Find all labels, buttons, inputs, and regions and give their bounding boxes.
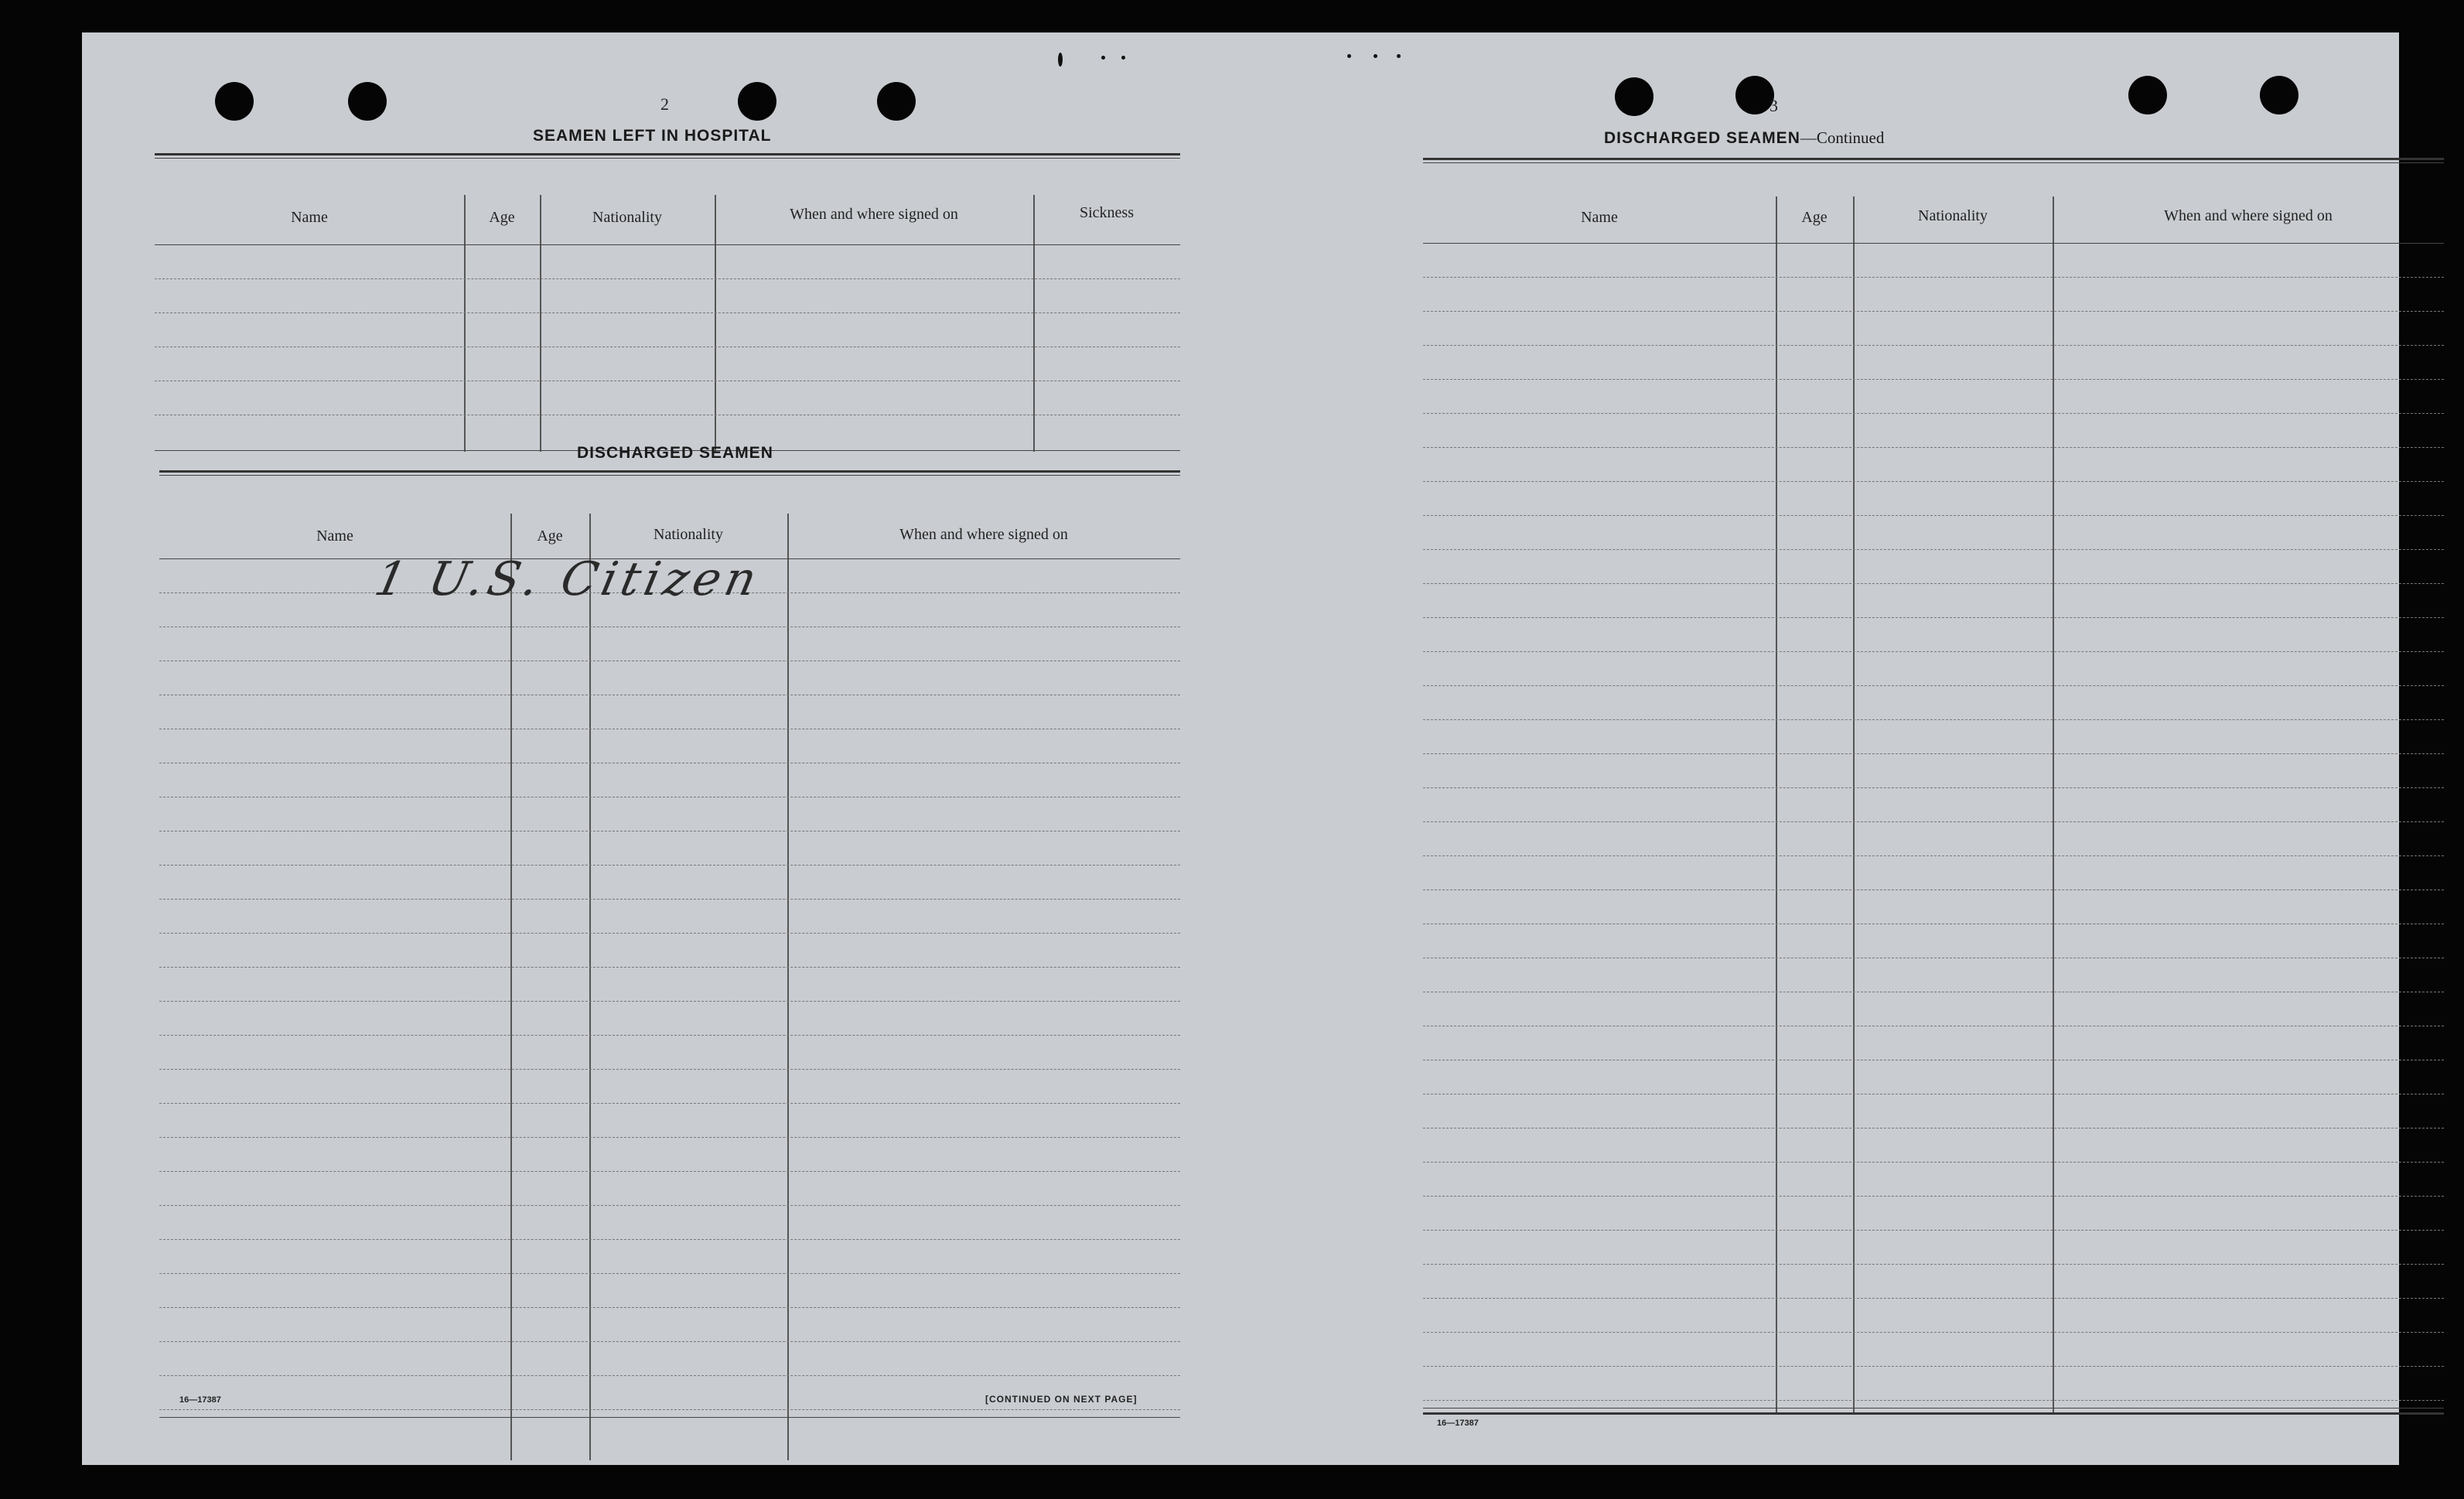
hospital-section-title: SEAMEN LEFT IN HOSPITAL [533,127,772,145]
table-row [1423,1366,2444,1367]
table-row [159,1171,1180,1172]
column-divider [464,195,466,452]
table-row [1423,855,2444,856]
table-row [1423,447,2444,448]
column-divider [510,514,512,1460]
table-row [1423,311,2444,312]
table-top-rule [159,475,1180,476]
table-row [159,1069,1180,1070]
table-row [1423,413,2444,414]
column-header-name: Name [291,209,328,226]
column-header-nationality: Nationality [592,209,662,226]
discharged-section-title: DISCHARGED SEAMEN [577,444,773,462]
table-row [1423,345,2444,346]
column-divider [540,195,541,452]
table-row [159,1103,1180,1104]
table-row [1423,1162,2444,1163]
column-header-name: Name [1581,209,1618,226]
table-row [159,1341,1180,1342]
continued-note: [CONTINUED ON NEXT PAGE] [985,1394,1138,1405]
column-header-name: Name [316,528,353,545]
column-header-nationality: Nationality [1918,207,1988,224]
table-top-rule [159,470,1180,473]
column-header-signed-on: When and where signed on [899,526,1068,543]
table-row [1423,617,2444,618]
table-row [159,1035,1180,1036]
left-page [82,32,1241,1465]
document-sheet [82,32,2399,1465]
punch-hole [877,82,916,121]
page-number: 3 [1770,96,1778,115]
table-row [159,1239,1180,1240]
table-row [159,1375,1180,1376]
punch-hole [2260,76,2298,114]
column-header-age: Age [537,528,563,545]
discharged-table [159,470,1180,1429]
table-row [159,865,1180,866]
scan-speck [1101,56,1105,60]
table-row [159,1273,1180,1274]
punch-hole [2128,76,2167,114]
table-row [1423,685,2444,686]
table-row [1423,277,2444,278]
punch-hole [348,82,387,121]
table-row [1423,379,2444,380]
table-row [1423,1264,2444,1265]
column-header-nationality: Nationality [654,526,723,543]
table-row [1423,753,2444,754]
table-row [1423,1196,2444,1197]
table-row [159,1205,1180,1206]
table-row [1423,651,2444,652]
table-bottom-rule [1423,1412,2444,1415]
table-row [1423,719,2444,720]
table-row [159,1307,1180,1308]
table-row [155,278,1180,279]
column-divider [589,514,591,1460]
table-row [1423,1298,2444,1299]
header-bottom-rule [1423,243,2444,244]
table-top-rule [155,153,1180,155]
table-row [159,1001,1180,1002]
table-row [155,312,1180,313]
column-header-age: Age [1801,209,1828,226]
column-header-signed-on: When and where signed on [790,206,958,223]
column-divider [787,514,789,1460]
scan-speck [1397,54,1401,58]
table-row [1423,1400,2444,1401]
punch-hole [1615,77,1653,116]
table-row [159,1137,1180,1138]
scan-speck [1347,54,1351,58]
table-row [1423,481,2444,482]
punch-hole [738,82,776,121]
form-number: 16—17387 [179,1395,221,1405]
table-row [1423,821,2444,822]
table-row [1423,515,2444,516]
table-row [159,933,1180,934]
table-top-rule [1423,162,2444,163]
scan-speck [1374,54,1377,58]
form-number: 16—17387 [1437,1419,1479,1428]
punch-hole [1735,76,1774,114]
table-bottom-rule [159,1417,1180,1418]
table-row [1423,583,2444,584]
scan-speck [1058,53,1063,67]
column-divider [1033,195,1035,452]
header-bottom-rule [155,244,1180,245]
table-row [1423,889,2444,890]
table-bottom-rule [1423,1408,2444,1409]
discharged-continued-section-title: DISCHARGED SEAMEN—Continued [1604,128,1885,147]
column-divider [715,195,716,452]
table-top-rule [155,158,1180,159]
hospital-table [155,153,1180,456]
table-row [159,1409,1180,1410]
table-row [159,967,1180,968]
punch-hole [215,82,254,121]
table-row [159,899,1180,900]
table-row [1423,1332,2444,1333]
handwritten-entry: 1 U.S. Citizen [370,552,766,606]
table-row [1423,549,2444,550]
column-header-age: Age [489,209,515,226]
scan-speck [1121,56,1125,60]
table-row [1423,1128,2444,1129]
column-header-sickness: Sickness [1080,204,1134,221]
table-row [1423,787,2444,788]
column-header-signed-on: When and where signed on [2164,207,2333,224]
table-top-rule [1423,158,2444,160]
table-row [1423,1230,2444,1231]
page-number: 2 [660,94,669,114]
right-page [1241,32,2399,1465]
discharged-continued-table [1423,158,2444,1419]
